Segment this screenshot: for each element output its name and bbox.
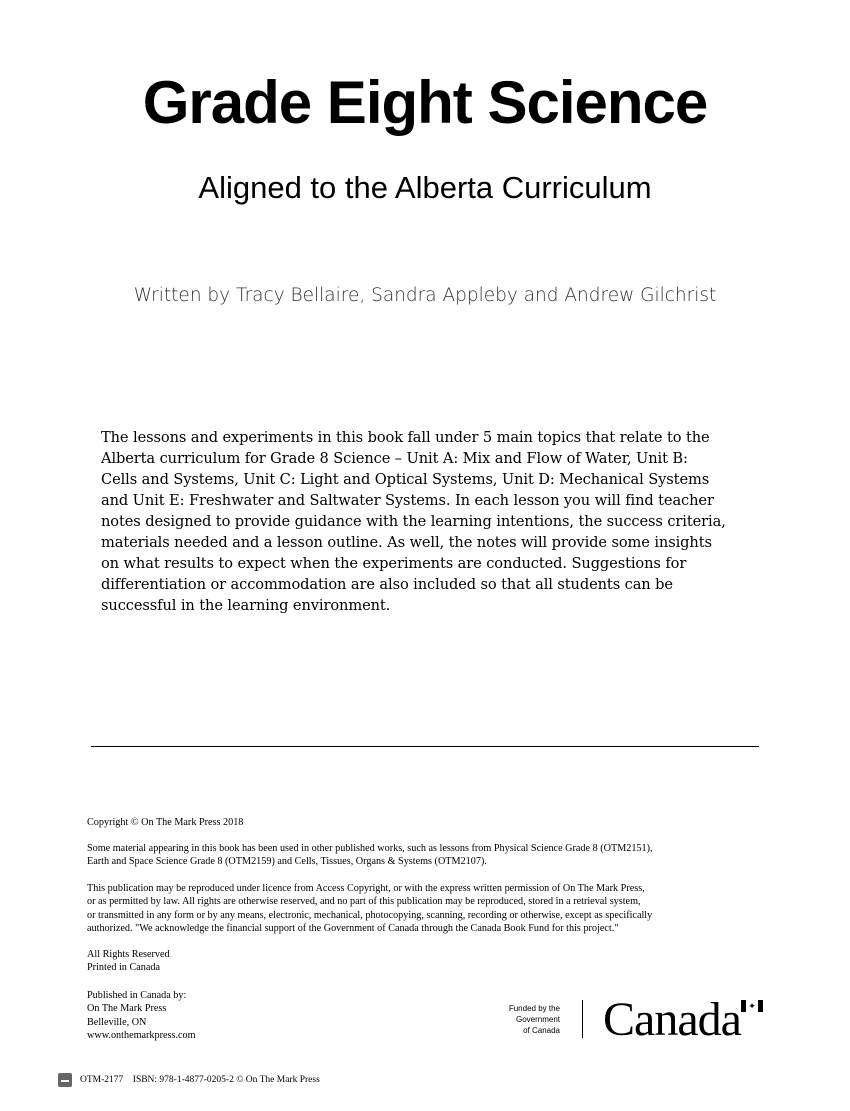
intro-line: differentiation or accommodation are also included so that all students can be [101, 576, 673, 593]
notice-line: Earth and Space Science Grade 8 (OTM2159) and Cells, Tissues, Organs & Systems (OTM2107). [87, 856, 487, 868]
intro-line: The lessons and experiments in this book fall under 5 main topics that relate to the [101, 429, 710, 446]
reproduction-notice [87, 882, 652, 935]
page-footer [58, 1073, 320, 1087]
intro-line: materials needed and a lesson outline. As well, the notes will provide some insights [101, 534, 712, 551]
publisher-website: www.onthemarkpress.com [87, 1029, 196, 1041]
canada-wordmark: Canada [603, 993, 741, 1046]
notice-line: Printed in Canada [87, 962, 160, 974]
intro-line: successful in the learning environment. [101, 597, 391, 614]
funding-text [490, 1003, 560, 1036]
notice-line: or transmitted in any form or by any means, electronic, mechanical, photocopying, scanning, recording or otherwise, except as specifically [87, 909, 653, 921]
prior-material-notice [87, 842, 653, 869]
publisher-line: On The Mark Press [87, 1003, 167, 1015]
intro-line: on what results to expect when the experiments are conducted. Suggestions for [101, 555, 687, 572]
intro-paragraph [101, 427, 726, 616]
rights-notice [87, 948, 170, 975]
funding-line: of Canada [523, 1026, 560, 1035]
publisher-info [87, 989, 196, 1042]
page-subtitle: Aligned to the Alberta Curriculum [198, 170, 652, 205]
book-icon [58, 1073, 72, 1087]
notice-line: Some material appearing in this book has been used in other published works, such as lessons from Physical Science Grade 8 (OTM2151), [87, 843, 653, 854]
notice-line: All Rights Reserved [87, 949, 170, 960]
notice-line: This publication may be reproduced under licence from Access Copyright, or with the express written permission of On The Mark Press, [87, 883, 645, 894]
page-title: Grade Eight Science [142, 69, 708, 136]
funding-line: Government [515, 1015, 560, 1024]
notice-line: or as permitted by law. All rights are otherwise reserved, and no part of this publication may be reproduced, stored in a retrieval system, [87, 896, 641, 908]
authors: Written by Tracy Bellaire, Sandra Appleby and Andrew Gilchrist [133, 285, 717, 306]
logo-divider [582, 1000, 583, 1038]
intro-line: Cells and Systems, Unit C: Light and Optical Systems, Unit D: Mechanical Systems [101, 471, 710, 488]
publisher-line: Published in Canada by: [87, 990, 187, 1001]
funding-line: Funded by the [508, 1004, 560, 1013]
notice-line: authorized. "We acknowledge the financial support of the Government of Canada through the Canada Book Fund for this project." [87, 922, 619, 934]
divider [91, 746, 759, 747]
canada-flag-icon: ✦ [741, 1000, 763, 1012]
copyright-notice: Copyright © On The Mark Press 2018 [87, 817, 244, 828]
intro-line: Alberta curriculum for Grade 8 Science – Unit A: Mix and Flow of Water, Unit B: [101, 450, 688, 467]
publisher-line: Belleville, ON [87, 1016, 147, 1028]
intro-line: and Unit E: Freshwater and Saltwater Systems. In each lesson you will find teacher [101, 492, 714, 509]
footer-text: OTM-2177 ISBN: 978-1-4877-0205-2 © On The Mark Press [80, 1075, 320, 1085]
intro-line: notes designed to provide guidance with the learning intentions, the success criteria, [101, 513, 726, 530]
